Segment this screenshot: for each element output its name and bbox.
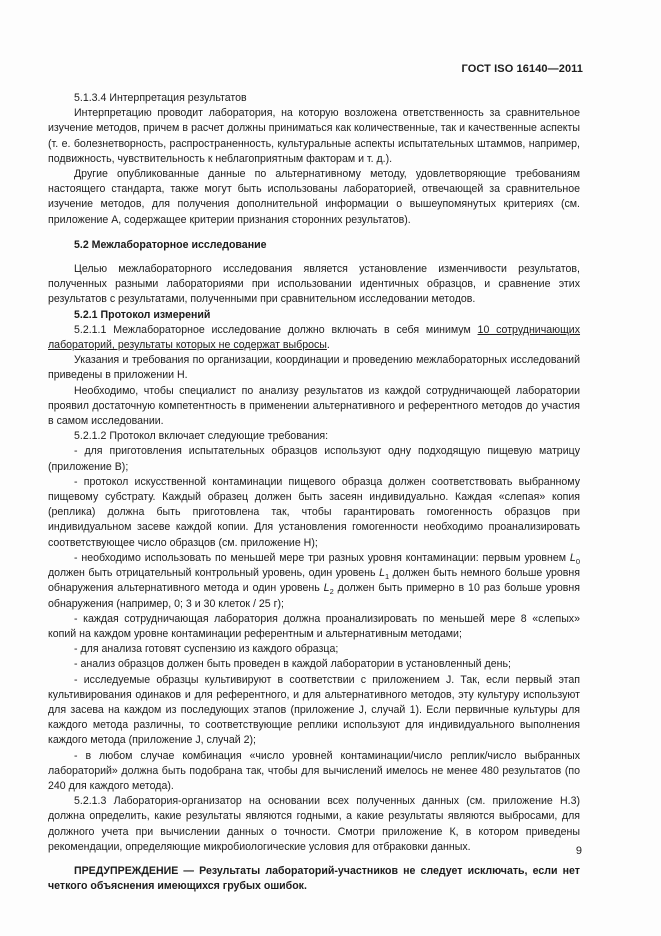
text-run: должен быть отрицательный контрольный уровень, один уровень <box>48 567 380 580</box>
list-item: - для анализа готовят суспензию из каждого образца; <box>74 643 339 656</box>
page-body <box>48 91 580 894</box>
section-5-2-heading: 5.2 Межлабораторное исследование <box>74 238 267 251</box>
level-subscript: 2 <box>329 587 334 597</box>
text-run: должен быть немного больше уровня обнаружения альтернативного метода и один уровень <box>48 567 581 595</box>
level-subscript: 0 <box>575 557 580 566</box>
page-number: 9 <box>575 845 582 857</box>
text-run: должен быть примерно в 10 раз больше уровня обнаружения (например, 0; 3 и 30 клеток / 25 г); <box>48 582 580 610</box>
text-run: 5.2.1.1 Межлабораторное исследование должно включать в себя минимум <box>74 323 478 336</box>
warning-note: ПРЕДУПРЕЖДЕНИЕ — Результаты лабораторий-участников не следует исключать, если нет четкого объяснения имеющихся грубых ошибок. <box>48 864 580 893</box>
section-5-2-1-heading: 5.2.1 Протокол измерений <box>74 308 211 321</box>
paragraph-purpose: Целью межлабораторного исследования является установление изменчивости результатов, полученных разными лабораториями при использовании идентичных образцов, и сравнение этих результатов с результатами, полученными при сравнительном исследовании методов. <box>48 263 580 306</box>
list-item: - каждая сотрудничающая лаборатория должна проанализировать по меньшей мере 8 «слепых» копий на каждом уровне контаминации референтным и альтернативным методами; <box>48 612 580 640</box>
paragraph-competence: Необходимо, чтобы специалист по анализу результатов из каждой сотрудничающей лаборатории проявил достаточную компетентность в применении альтернативного и референтного методов до участия в самом исследовании. <box>48 384 580 428</box>
level-symbol: L <box>569 551 576 564</box>
list-item <box>48 551 580 612</box>
level-symbol: L <box>379 567 385 580</box>
text-run: - необходимо использовать по меньшей мере три разных уровня контаминации: первым уровнем <box>74 551 570 564</box>
underlined-requirement: 10 сотрудничающих лабораторий, результаты которых не содержат выбросы <box>48 323 581 352</box>
level-subscript: 1 <box>384 572 390 582</box>
list-item: - протокол искусственной контаминации пищевого образца должен соответствовать выбранному пищевому субстрату. Каждый образец должен быть засеян индивидуально. Каждая «слепая» копия (реплика) должна быть приготовлена так, чтобы гарантировать гомогенность образцов при индивидуальном засеве каждой копии. Для установления гомогенности необходимо проанализировать соответствующее число образцов (см. приложение Н); <box>48 475 580 549</box>
list-item: - анализ образцов должен быть проведен в каждой лаборатории в установленный день; <box>74 658 511 671</box>
standard-code-header: ГОСТ ISO 16140—2011 <box>461 63 583 75</box>
section-5-1-3-4-heading: 5.1.3.4 Интерпретация результатов <box>74 92 247 104</box>
paragraph-5-2-1-1 <box>48 323 580 353</box>
paragraph-5-2-1-3: 5.2.1.3 Лаборатория-организатор на основании всех полученных данных (см. приложение Н.3) должна определить, какие результаты являются годными, а какие результаты являются выбросами, для должного учета при вычислении данных о точности. Смотри приложение К, в котором приведены рекомендации, определяющие микробиологические условия для отбраковки данных. <box>48 795 580 853</box>
list-item: - в любом случае комбинация «число уровней контаминации/число реплик/число выбранных лабораторий» должна быть подобрана так, чтобы для вычислений имелось не менее 480 результатов (по 240 для каждого метода). <box>48 749 580 792</box>
paragraph-other-data: Другие опубликованные данные по альтернативному методу, удовлетворяющие требованиям настоящего стандарта, также могут быть использованы лабораторией, отвечающей за сравнительное изучение методов, для получения дополнительной информации о вышеупомянутых критериях (см. приложение А, содержащее критерии признания сторонних результатов). <box>48 168 580 226</box>
text-run: . <box>326 339 330 352</box>
level-symbol: L <box>323 582 330 595</box>
list-item: - исследуемые образцы культивируют в соответствии с приложением J. Так, если первый этап культивирования одинаков и для референтного, и для альтернативного методов, эту культуру используют для засева на каждом из последующих этапов (приложение J, случай 1). Если первичные культуры для каждого метода различны, то соответствующие реплики используют для индивидуального выполнения каждого метода (приложение J, случай 2); <box>48 673 580 747</box>
paragraph-guidelines: Указания и требования по организации, координации и проведению межлабораторных исследований приведены в приложении Н. <box>48 354 580 382</box>
paragraph-interpretation: Интерпретацию проводит лаборатория, на которую возложена ответственность за сравнительное изучение методов, причем в расчет должны приниматься как количественные, так и качественные аспекты (т. е. болезнетворность, распространенность, культуральные аспекты испытательных штаммов, например, подвижность, чувствительность к неблагоприятным факторам и т. д.). <box>48 107 580 165</box>
paragraph-5-2-1-2: 5.2.1.2 Протокол включает следующие требования: <box>74 430 329 443</box>
list-item: - для приготовления испытательных образцов используют одну подходящую пищевую матрицу (приложение В); <box>48 445 580 473</box>
